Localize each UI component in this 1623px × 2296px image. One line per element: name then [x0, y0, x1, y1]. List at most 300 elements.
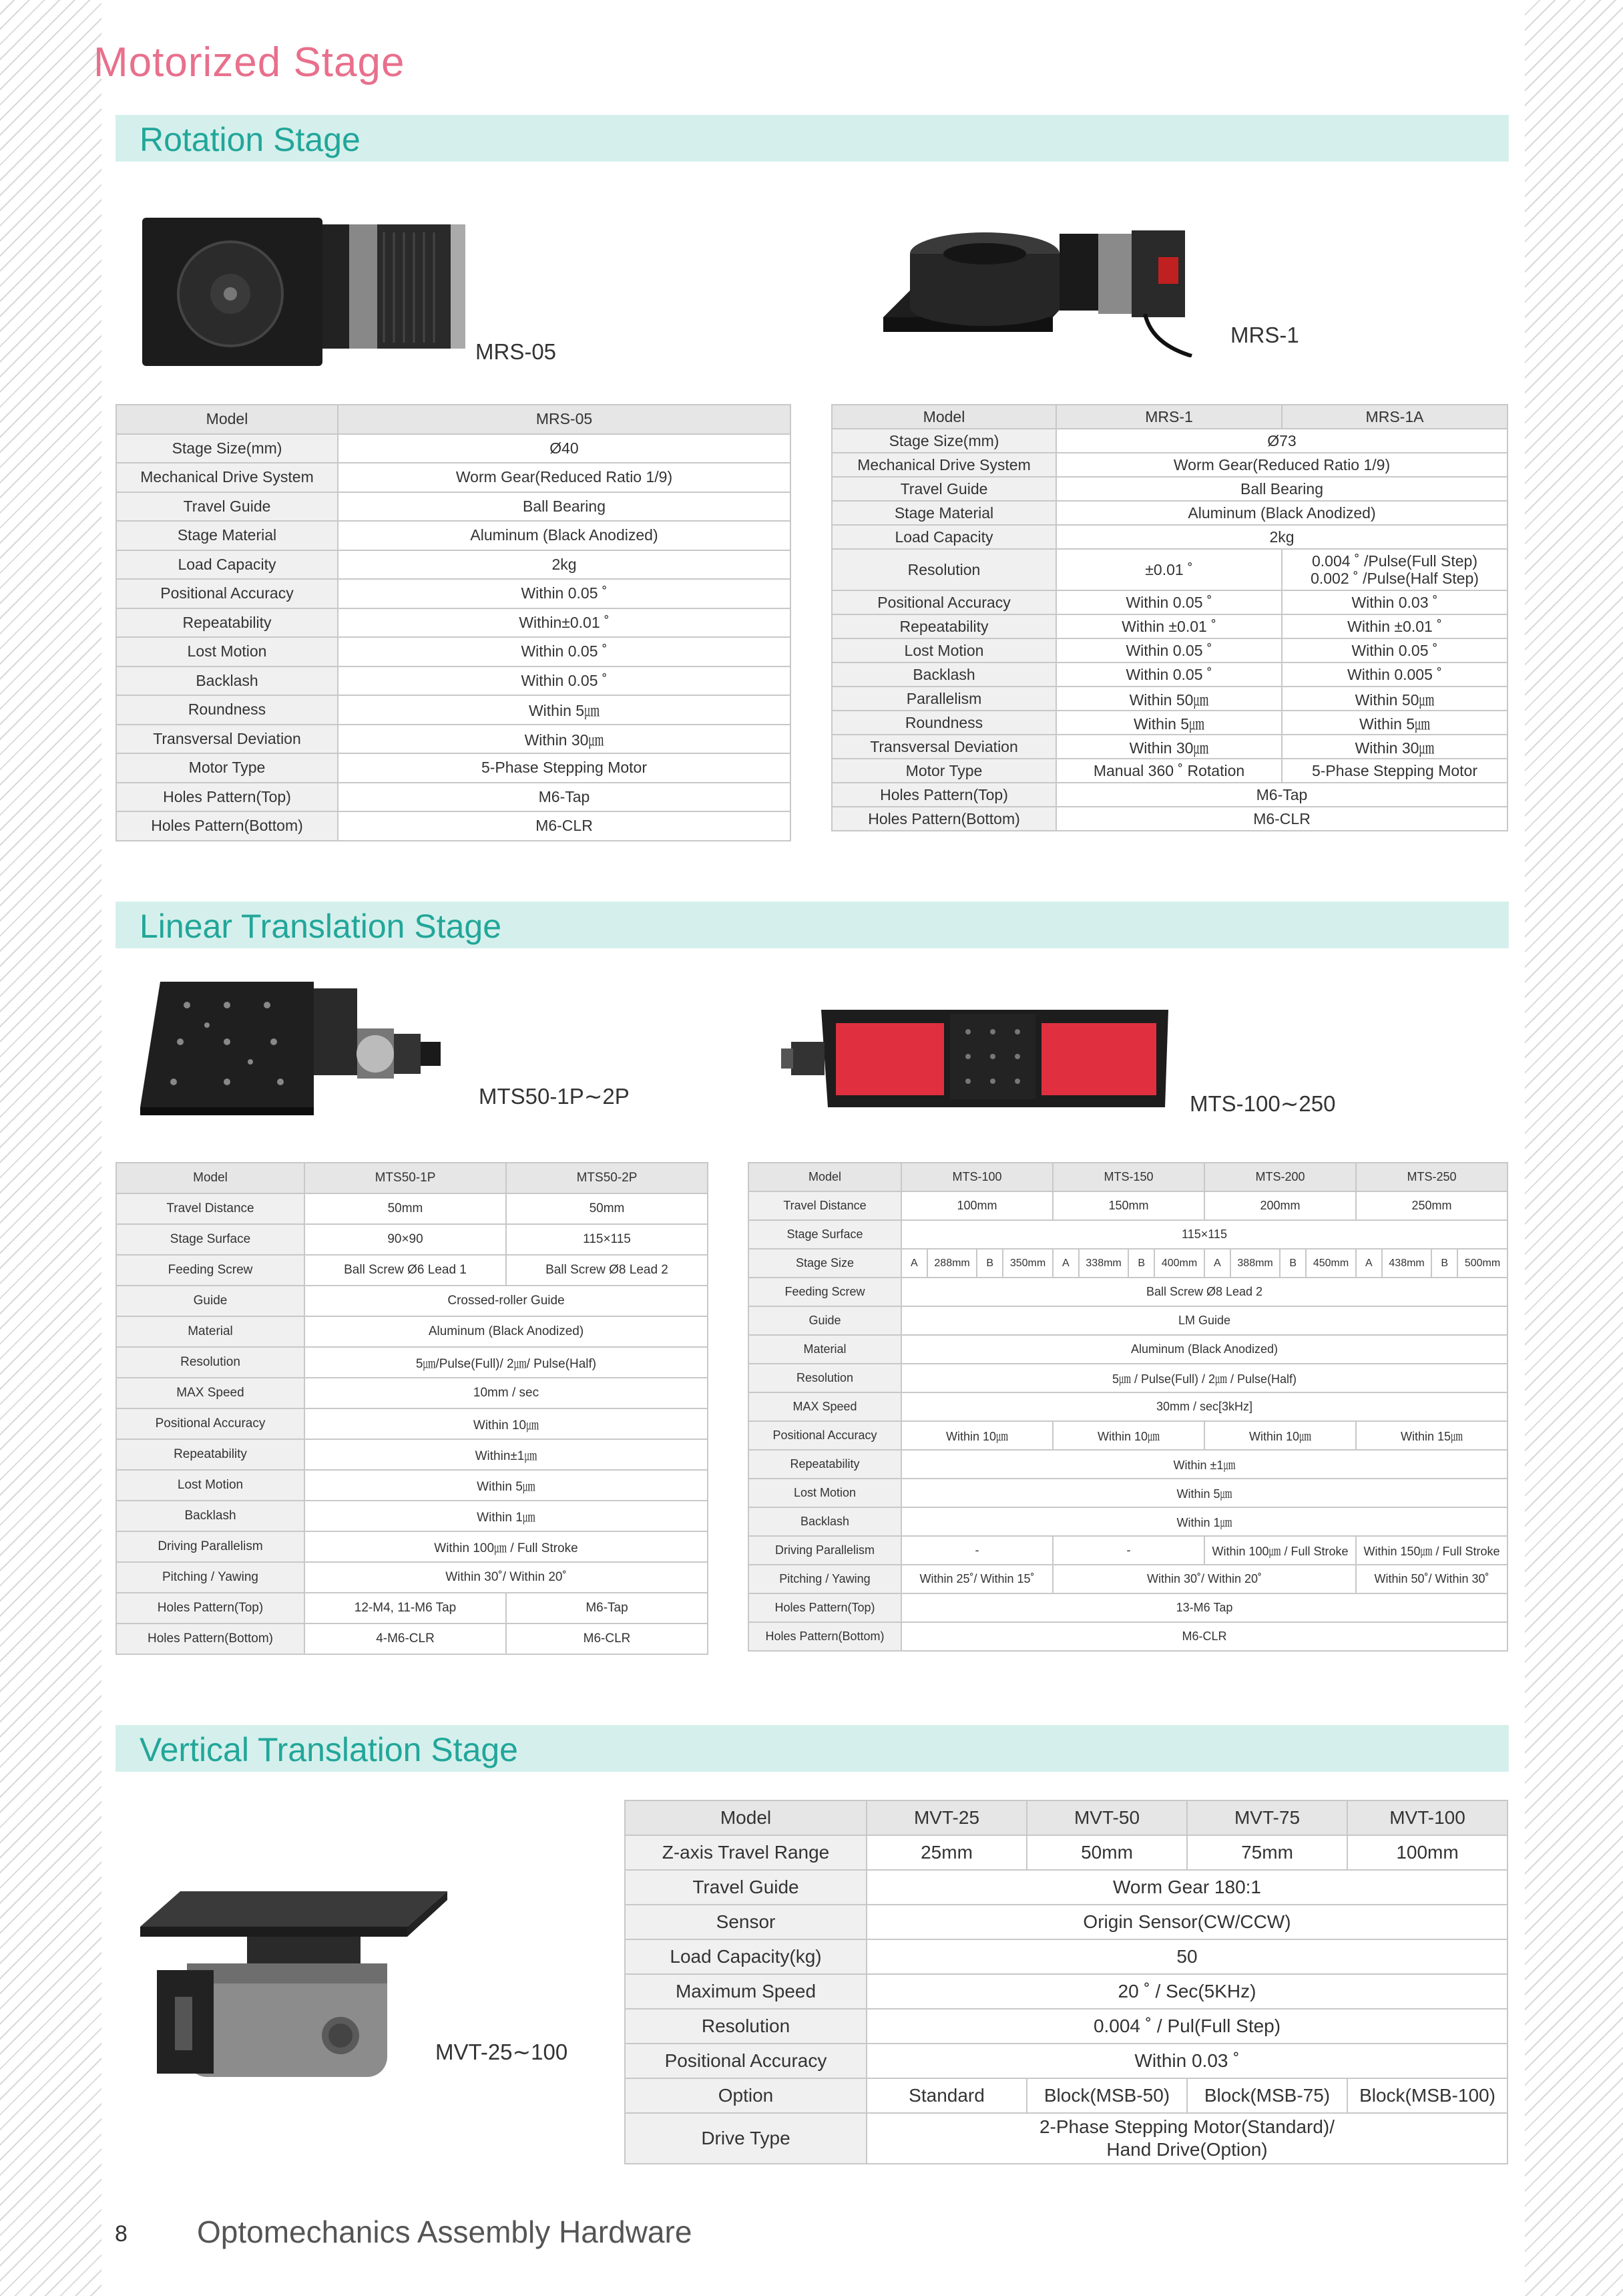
- table-row: [116, 1286, 708, 1316]
- size-sub-value: 438mm: [1382, 1250, 1432, 1277]
- header-cell: MVT-75: [1187, 1800, 1347, 1835]
- row-label: Repeatability: [116, 608, 338, 638]
- mvt-product-image: [140, 1883, 454, 2084]
- row-value: Within 5㎛: [304, 1470, 708, 1501]
- table-row: [116, 1501, 708, 1531]
- table-row: [625, 1835, 1508, 1870]
- size-sub-label: B: [1431, 1250, 1457, 1277]
- row-value: 50mm: [1027, 1835, 1187, 1870]
- header-cell: MRS-1: [1056, 405, 1282, 429]
- section-header-rotation: [115, 115, 1509, 162]
- table-row: [748, 1479, 1508, 1507]
- row-value: Worm Gear(Reduced Ratio 1/9): [338, 463, 790, 492]
- spec-table-mrs-05: [115, 404, 791, 841]
- row-label: Positional Accuracy: [625, 2044, 867, 2078]
- table-row: [748, 1278, 1508, 1306]
- row-value: 5㎛ / Pulse(Full) / 2㎛ / Pulse(Half): [901, 1364, 1508, 1392]
- row-value: Within 0.05 ˚: [1056, 638, 1282, 662]
- table-row: [625, 2044, 1508, 2078]
- caption-mrs-05: MRS-05: [475, 339, 557, 364]
- row-value: 2kg: [338, 550, 790, 580]
- row-value: Within 15㎛: [1356, 1421, 1508, 1450]
- row-value: M6-CLR: [1056, 807, 1508, 831]
- caption-mvt: MVT-25∼100: [435, 2040, 568, 2064]
- row-value: 5㎛/Pulse(Full)/ 2㎛/ Pulse(Half): [304, 1347, 708, 1378]
- row-value: Within 100㎛ / Full Stroke: [304, 1531, 708, 1562]
- size-sub-label: A: [1054, 1250, 1079, 1277]
- row-value: Manual 360 ˚ Rotation: [1056, 759, 1282, 783]
- drive-type-line-1: 2-Phase Stepping Motor(Standard)/: [1039, 2116, 1335, 2138]
- size-sub-value: 288mm: [927, 1250, 977, 1277]
- table-row: [832, 783, 1508, 807]
- row-value: M6-Tap: [1056, 783, 1508, 807]
- spec-table-mts50: [115, 1162, 708, 1655]
- row-value: Within 10㎛: [901, 1421, 1053, 1450]
- row-value: Aluminum (Black Anodized): [901, 1335, 1508, 1364]
- size-sub-value: 450mm: [1313, 1257, 1349, 1269]
- row-label: Transversal Deviation: [116, 725, 338, 754]
- row-value: Within 50㎛: [1282, 687, 1508, 711]
- row-label: Motor Type: [832, 759, 1056, 783]
- row-value: M6-CLR: [506, 1623, 708, 1654]
- row-value: Within 1㎛: [304, 1501, 708, 1531]
- row-value: Within 5㎛: [901, 1479, 1508, 1507]
- row-label: Backlash: [748, 1507, 901, 1536]
- row-value: M6-CLR: [901, 1622, 1508, 1651]
- table-row: [116, 1562, 708, 1593]
- row-label: Load Capacity: [832, 525, 1056, 549]
- row-value: Within 0.05 ˚: [1056, 662, 1282, 687]
- row-value: Within 0.05 ˚: [1056, 590, 1282, 614]
- table-header-row: [748, 1163, 1508, 1191]
- table-row: [748, 1421, 1508, 1450]
- section-title: Vertical Translation Stage: [140, 1731, 518, 1768]
- mrs-1-product-image: [878, 204, 1225, 357]
- row-label: Guide: [748, 1306, 901, 1335]
- table-row: [832, 807, 1508, 831]
- row-value: Ball Bearing: [1056, 477, 1508, 501]
- row-value: Ball Bearing: [338, 492, 790, 522]
- row-value: Within 30˚/ Within 20˚: [1053, 1565, 1356, 1593]
- size-sub-value: 400mm: [1161, 1257, 1198, 1269]
- row-value: Within 50㎛: [1056, 687, 1282, 711]
- row-value: Standard: [867, 2078, 1027, 2113]
- row-label: Travel Guide: [116, 492, 338, 522]
- row-value: 20 ˚ / Sec(5KHz): [867, 1974, 1508, 2009]
- table-row: [116, 783, 790, 812]
- row-label: Holes Pattern(Bottom): [748, 1622, 901, 1651]
- table-row: [116, 811, 790, 841]
- row-label: Driving Parallelism: [116, 1531, 304, 1562]
- row-label: Stage Size(mm): [832, 429, 1056, 453]
- table-row: [832, 735, 1508, 759]
- row-label: Positional Accuracy: [116, 579, 338, 608]
- size-sub-label: B: [977, 1250, 1003, 1277]
- row-value: 0.004 ˚ / Pul(Full Step): [867, 2009, 1508, 2044]
- row-label: Lost Motion: [116, 637, 338, 666]
- row-value: Within 5㎛: [1282, 711, 1508, 735]
- section-header-linear: [115, 902, 1509, 948]
- table-row: [625, 2113, 1508, 2164]
- size-sub-value: 388mm: [1230, 1250, 1281, 1277]
- row-label: Repeatability: [116, 1439, 304, 1470]
- row-value: Within ±0.01 ˚: [1056, 614, 1282, 638]
- table-header-row: [116, 405, 790, 434]
- spec-table-mrs-1: [831, 404, 1508, 831]
- row-label: Holes Pattern(Bottom): [832, 807, 1056, 831]
- page-title: Motorized Stage: [93, 39, 405, 85]
- row-label: Z-axis Travel Range: [625, 1835, 867, 1870]
- header-cell: Model: [832, 405, 1056, 429]
- drive-type-line-2: Hand Drive(Option): [1106, 2139, 1268, 2160]
- row-label: Backlash: [116, 1501, 304, 1531]
- header-cell: Model: [748, 1163, 901, 1191]
- row-value: Ø73: [1056, 429, 1508, 453]
- row-label: Mechanical Drive System: [116, 463, 338, 492]
- row-label: Lost Motion: [116, 1470, 304, 1501]
- table-row: [116, 1378, 708, 1408]
- row-value: Within 50˚/ Within 30˚: [1356, 1565, 1508, 1593]
- row-value: Crossed-roller Guide: [304, 1286, 708, 1316]
- table-row: [748, 1507, 1508, 1536]
- row-value: Ball Screw Ø6 Lead 1: [304, 1255, 506, 1286]
- table-row: [748, 1249, 1508, 1278]
- row-value: Within±1㎛: [304, 1439, 708, 1470]
- table-row: [116, 1347, 708, 1378]
- table-header-row: [116, 1163, 708, 1193]
- row-value: Ball Screw Ø8 Lead 2: [901, 1278, 1508, 1306]
- row-value: Within 1㎛: [901, 1507, 1508, 1536]
- row-label: Stage Size(mm): [116, 434, 338, 463]
- row-value: Within ±0.01 ˚: [1282, 614, 1508, 638]
- table-row: [116, 1316, 708, 1347]
- table-row: [832, 759, 1508, 783]
- row-label: Holes Pattern(Top): [116, 1593, 304, 1623]
- row-value: Within 30㎛: [338, 725, 790, 754]
- header-cell: MRS-1A: [1282, 405, 1508, 429]
- table-row: [625, 2078, 1508, 2113]
- row-value: Within 5㎛: [1056, 711, 1282, 735]
- row-value: 25mm: [867, 1835, 1027, 1870]
- row-label: Holes Pattern(Bottom): [116, 811, 338, 841]
- row-label: Guide: [116, 1286, 304, 1316]
- row-value: 100mm: [1347, 1835, 1508, 1870]
- row-label: Backlash: [116, 666, 338, 696]
- row-value: 90×90: [304, 1224, 506, 1255]
- table-row: [832, 662, 1508, 687]
- row-value: M6-Tap: [506, 1593, 708, 1623]
- table-row: [832, 549, 1508, 590]
- row-label: Transversal Deviation: [832, 735, 1056, 759]
- header-cell: MRS-05: [338, 405, 790, 434]
- row-value: Within 0.03 ˚: [1282, 590, 1508, 614]
- table-row: [116, 1623, 708, 1654]
- table-row: [116, 637, 790, 666]
- stage-size-cell: [1204, 1249, 1356, 1278]
- table-row: [625, 2009, 1508, 2044]
- row-label: Feeding Screw: [748, 1278, 901, 1306]
- row-label: Stage Material: [832, 501, 1056, 525]
- table-row: [748, 1565, 1508, 1593]
- header-cell: MVT-50: [1027, 1800, 1187, 1835]
- row-label: Maximum Speed: [625, 1974, 867, 2009]
- row-value: 150mm: [1053, 1191, 1204, 1220]
- row-value: 30mm / sec[3kHz]: [901, 1392, 1508, 1421]
- row-label: Feeding Screw: [116, 1255, 304, 1286]
- table-row: [832, 477, 1508, 501]
- row-label: Stage Material: [116, 521, 338, 550]
- row-value: 50mm: [304, 1193, 506, 1224]
- row-value: Within 10㎛: [1204, 1421, 1356, 1450]
- row-label: Lost Motion: [832, 638, 1056, 662]
- table-header-row: [832, 405, 1508, 429]
- table-row: [748, 1191, 1508, 1220]
- row-label: Holes Pattern(Bottom): [116, 1623, 304, 1654]
- row-label: Holes Pattern(Top): [832, 783, 1056, 807]
- row-label: Pitching / Yawing: [116, 1562, 304, 1593]
- table-row: [116, 608, 790, 638]
- row-value: 200mm: [1204, 1191, 1356, 1220]
- size-sub-label: A: [1205, 1250, 1230, 1277]
- row-label: Stage Size: [748, 1249, 901, 1278]
- row-value: Aluminum (Black Anodized): [1056, 501, 1508, 525]
- table-row: [832, 501, 1508, 525]
- caption-mts100: MTS-100∼250: [1190, 1091, 1336, 1116]
- row-value: Within 100㎛ / Full Stroke: [1204, 1536, 1356, 1565]
- row-label: Mechanical Drive System: [832, 453, 1056, 477]
- table-row: [116, 1593, 708, 1623]
- spec-table-mvt: [624, 1800, 1508, 2164]
- table-row: [116, 579, 790, 608]
- row-label: Travel Distance: [748, 1191, 901, 1220]
- size-sub-value: 500mm: [1464, 1257, 1501, 1269]
- table-row: [116, 1224, 708, 1255]
- row-label: Repeatability: [832, 614, 1056, 638]
- row-value-multiline: [1282, 549, 1508, 590]
- table-row: [116, 725, 790, 754]
- row-label: Lost Motion: [748, 1479, 901, 1507]
- table-row: [116, 521, 790, 550]
- row-value: 4-M6-CLR: [304, 1623, 506, 1654]
- resolution-full-step: 0.004 ˚ /Pulse(Full Step): [1311, 552, 1477, 570]
- header-cell: MTS-200: [1204, 1163, 1356, 1191]
- row-value: Within 0.05 ˚: [338, 637, 790, 666]
- row-label: Backlash: [832, 662, 1056, 687]
- table-row: [116, 1439, 708, 1470]
- section-header-vertical: [115, 1725, 1509, 1772]
- table-row: [832, 429, 1508, 453]
- header-cell: Model: [116, 1163, 304, 1193]
- row-value: 13-M6 Tap: [901, 1593, 1508, 1622]
- row-value: Worm Gear(Reduced Ratio 1/9): [1056, 453, 1508, 477]
- table-row: [748, 1220, 1508, 1249]
- row-label: Resolution: [116, 1347, 304, 1378]
- spec-table-mts100: [748, 1162, 1508, 1652]
- row-value: Within 5㎛: [338, 695, 790, 725]
- footer-title: Optomechanics Assembly Hardware: [197, 2215, 692, 2249]
- row-value: M6-Tap: [338, 783, 790, 812]
- table-row: [832, 453, 1508, 477]
- table-row: [832, 687, 1508, 711]
- row-value: Within ±1㎛: [901, 1450, 1508, 1479]
- row-label: Stage Surface: [116, 1224, 304, 1255]
- row-value: Within 25˚/ Within 15˚: [901, 1565, 1053, 1593]
- row-label: Load Capacity(kg): [625, 1939, 867, 1974]
- row-value: 50: [867, 1939, 1508, 1974]
- mrs-05-product-image: [137, 212, 471, 376]
- row-value: Block(MSB-50): [1027, 2078, 1187, 2113]
- row-label: Resolution: [748, 1364, 901, 1392]
- table-row: [832, 525, 1508, 549]
- row-label: Holes Pattern(Top): [748, 1593, 901, 1622]
- size-sub-label: A: [902, 1250, 927, 1277]
- row-value: Ø40: [338, 434, 790, 463]
- table-row: [748, 1536, 1508, 1565]
- row-value: Within±0.01 ˚: [338, 608, 790, 638]
- table-row: [748, 1306, 1508, 1335]
- row-value: Within 0.05 ˚: [338, 666, 790, 696]
- row-value: Block(MSB-75): [1187, 2078, 1347, 2113]
- row-value: 10mm / sec: [304, 1378, 708, 1408]
- table-row: [748, 1450, 1508, 1479]
- row-value: LM Guide: [901, 1306, 1508, 1335]
- row-label: Travel Guide: [832, 477, 1056, 501]
- table-row: [625, 1974, 1508, 2009]
- row-label: Stage Surface: [748, 1220, 901, 1249]
- row-value: Within 0.005 ˚: [1282, 662, 1508, 687]
- size-sub-label: B: [1128, 1250, 1154, 1277]
- row-value: 75mm: [1187, 1835, 1347, 1870]
- header-cell: MTS50-2P: [506, 1163, 708, 1193]
- row-value: 5-Phase Stepping Motor: [338, 753, 790, 783]
- header-cell: MVT-100: [1347, 1800, 1508, 1835]
- row-value: M6-CLR: [338, 811, 790, 841]
- resolution-half-step: 0.002 ˚ /Pulse(Half Step): [1311, 570, 1479, 587]
- row-value: Within 0.05 ˚: [338, 579, 790, 608]
- section-title: Linear Translation Stage: [140, 908, 502, 945]
- header-cell: Model: [625, 1800, 867, 1835]
- row-value: Within 10㎛: [1053, 1421, 1204, 1450]
- table-row: [748, 1593, 1508, 1622]
- row-value: 250mm: [1356, 1191, 1508, 1220]
- size-sub-value: 350mm: [1009, 1257, 1046, 1269]
- table-row: [748, 1392, 1508, 1421]
- table-row: [116, 666, 790, 696]
- table-row: [116, 753, 790, 783]
- stage-size-subtable: [902, 1250, 1052, 1277]
- row-label: Roundness: [832, 711, 1056, 735]
- size-sub-value: 338mm: [1079, 1250, 1129, 1277]
- row-label: Positional Accuracy: [748, 1421, 901, 1450]
- header-cell: MTS-150: [1053, 1163, 1204, 1191]
- header-cell: MTS50-1P: [304, 1163, 506, 1193]
- size-sub-label: B: [1280, 1250, 1306, 1277]
- row-value: Within 30㎛: [1056, 735, 1282, 759]
- row-value: Ball Screw Ø8 Lead 2: [506, 1255, 708, 1286]
- row-value: Within 150㎛ / Full Stroke: [1356, 1536, 1508, 1565]
- row-label: Travel Guide: [625, 1870, 867, 1905]
- table-row: [116, 1255, 708, 1286]
- caption-mrs-1: MRS-1: [1230, 323, 1299, 347]
- row-value: ±0.01 ˚: [1056, 549, 1282, 590]
- table-row: [116, 434, 790, 463]
- row-label: Roundness: [116, 695, 338, 725]
- row-value: 5-Phase Stepping Motor: [1282, 759, 1508, 783]
- mts50-product-image: [127, 975, 461, 1119]
- row-value: -: [901, 1536, 1053, 1565]
- row-label: Holes Pattern(Top): [116, 783, 338, 812]
- table-row: [625, 1905, 1508, 1939]
- table-row: [748, 1622, 1508, 1651]
- stage-size-subtable: [1357, 1250, 1507, 1277]
- row-value: 12-M4, 11-M6 Tap: [304, 1593, 506, 1623]
- row-value: -: [1053, 1536, 1204, 1565]
- table-row: [625, 1939, 1508, 1974]
- stage-size-subtable: [1054, 1250, 1204, 1277]
- table-row: [832, 614, 1508, 638]
- header-cell: MTS-250: [1356, 1163, 1508, 1191]
- stage-size-subtable: [1205, 1250, 1355, 1277]
- row-value-multiline: [867, 2113, 1508, 2164]
- stage-size-cell: [1053, 1249, 1204, 1278]
- row-value: Block(MSB-100): [1347, 2078, 1508, 2113]
- stage-size-cell: [1356, 1249, 1508, 1278]
- row-value: 50mm: [506, 1193, 708, 1224]
- row-value: 2kg: [1056, 525, 1508, 549]
- table-row: [116, 492, 790, 522]
- row-value: 115×115: [901, 1220, 1508, 1249]
- row-value: Within 30㎛: [1282, 735, 1508, 759]
- caption-mts50: MTS50-1P∼2P: [479, 1084, 630, 1109]
- table-row: [748, 1335, 1508, 1364]
- section-title: Rotation Stage: [140, 121, 361, 158]
- mts100-product-image: [781, 1002, 1168, 1119]
- page-number: 8: [115, 2221, 128, 2247]
- row-label: Load Capacity: [116, 550, 338, 580]
- row-label: MAX Speed: [116, 1378, 304, 1408]
- row-value: 100mm: [901, 1191, 1053, 1220]
- table-row: [116, 1531, 708, 1562]
- table-row: [116, 1470, 708, 1501]
- stage-size-cell: [901, 1249, 1053, 1278]
- table-row: [116, 1193, 708, 1224]
- row-label: Positional Accuracy: [116, 1408, 304, 1439]
- table-row: [748, 1364, 1508, 1392]
- row-label: Material: [116, 1316, 304, 1347]
- row-label: Positional Accuracy: [832, 590, 1056, 614]
- row-label: Motor Type: [116, 753, 338, 783]
- row-label: Sensor: [625, 1905, 867, 1939]
- header-cell: MTS-100: [901, 1163, 1053, 1191]
- row-label: Travel Distance: [116, 1193, 304, 1224]
- row-value: Within 30˚/ Within 20˚: [304, 1562, 708, 1593]
- row-label: Option: [625, 2078, 867, 2113]
- row-label: Drive Type: [625, 2113, 867, 2164]
- row-label: Pitching / Yawing: [748, 1565, 901, 1593]
- header-cell: Model: [116, 405, 338, 434]
- size-sub-label: A: [1357, 1250, 1382, 1277]
- row-value: Origin Sensor(CW/CCW): [867, 1905, 1508, 1939]
- row-value: 115×115: [506, 1224, 708, 1255]
- row-value: Worm Gear 180:1: [867, 1870, 1508, 1905]
- row-value: Within 0.05 ˚: [1282, 638, 1508, 662]
- table-header-row: [625, 1800, 1508, 1835]
- row-label: Repeatability: [748, 1450, 901, 1479]
- table-row: [116, 695, 790, 725]
- table-row: [832, 711, 1508, 735]
- row-value: Aluminum (Black Anodized): [304, 1316, 708, 1347]
- row-label: Material: [748, 1335, 901, 1364]
